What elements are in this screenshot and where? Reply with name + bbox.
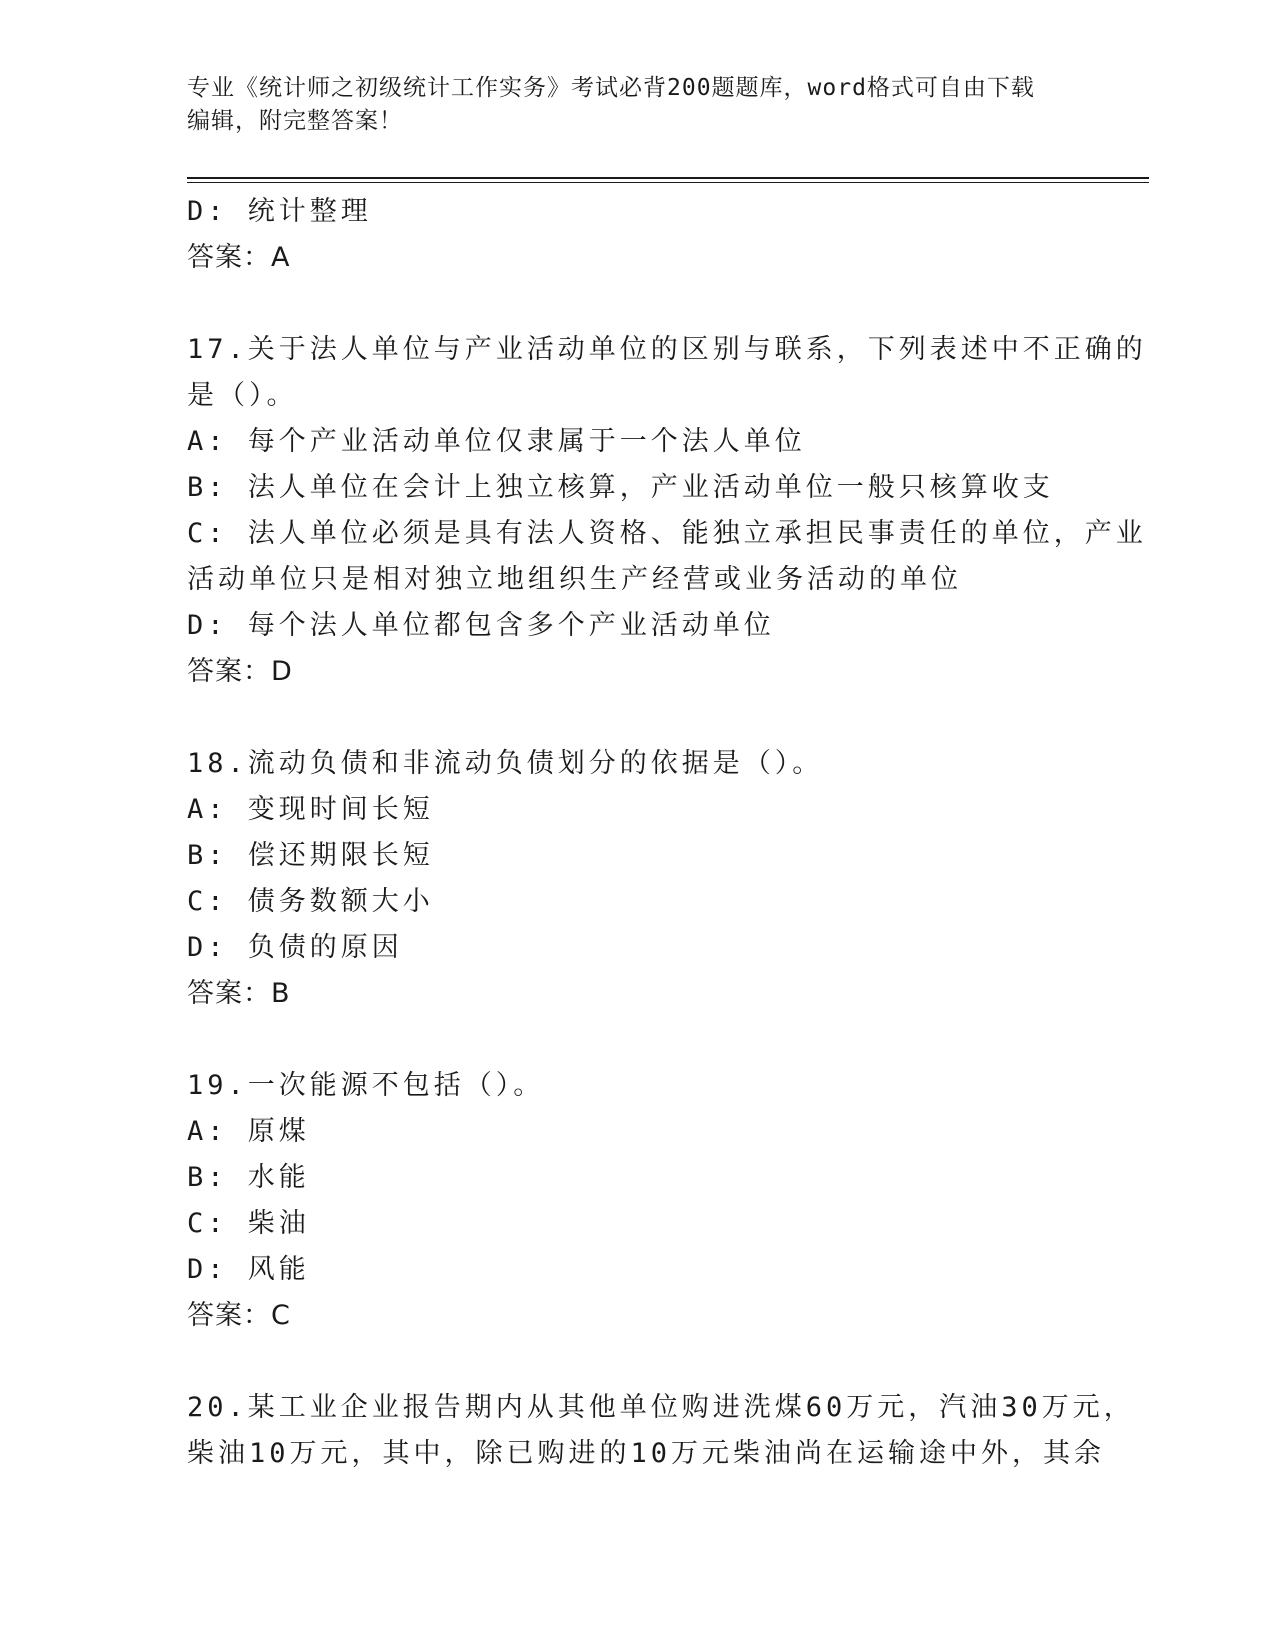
header-line-1: 专业《统计师之初级统计工作实务》考试必背200题题库，word格式可自由下载 [187,75,1035,101]
option-a: A: 每个产业活动单位仅隶属于一个法人单位 [187,426,806,457]
option-d: D: 统计整理 [187,196,372,227]
option-c: C: 法人单位必须是具有法人资格、能独立承担民事责任的单位，产业 [187,518,1147,549]
page-header [187,72,1067,138]
spacer [187,695,1087,741]
option-d: D: 每个法人单位都包含多个产业活动单位 [187,610,775,641]
question-17 [187,327,1147,695]
option-c: C: 债务数额大小 [187,886,434,917]
answer-line: 答案：C [187,1300,291,1331]
question-18 [187,741,1087,1017]
spacer [187,281,1087,327]
spacer [187,1339,1087,1385]
document-body [187,189,1147,1477]
question-20 [187,1385,1135,1477]
answer-line: 答案：B [187,978,291,1009]
header-line-2: 编辑，附完整答案！ [187,108,403,134]
option-b: B: 水能 [187,1162,310,1193]
question-text: 18.流动负债和非流动负债划分的依据是（）。 [187,748,824,779]
option-a: A: 变现时间长短 [187,794,434,825]
header-divider-thin [187,182,1149,183]
option-a: A: 原煤 [187,1116,310,1147]
option-d: D: 负债的原因 [187,932,403,963]
option-b: B: 法人单位在会计上独立核算，产业活动单位一般只核算收支 [187,472,1054,503]
option-d: D: 风能 [187,1254,310,1285]
header-divider [187,177,1149,179]
option-c: C: 柴油 [187,1208,310,1239]
option-c-cont: 活动单位只是相对独立地组织生产经营或业务活动的单位 [187,564,962,595]
question-text-cont: 是（）。 [187,380,298,411]
question-text: 17.关于法人单位与产业活动单位的区别与联系，下列表述中不正确的 [187,334,1147,365]
answer-line: 答案：D [187,656,293,687]
option-b: B: 偿还期限长短 [187,840,434,871]
question-text-cont: 柴油10万元，其中，除已购进的10万元柴油尚在运输途中外，其余 [187,1438,1106,1469]
answer-line: 答案：A [187,242,291,273]
question-19 [187,1063,1087,1339]
spacer [187,1017,1087,1063]
question-16-tail [187,189,1087,281]
question-text: 19.一次能源不包括（）。 [187,1070,545,1101]
question-text: 20.某工业企业报告期内从其他单位购进洗煤60万元，汽油30万元， [187,1392,1135,1423]
